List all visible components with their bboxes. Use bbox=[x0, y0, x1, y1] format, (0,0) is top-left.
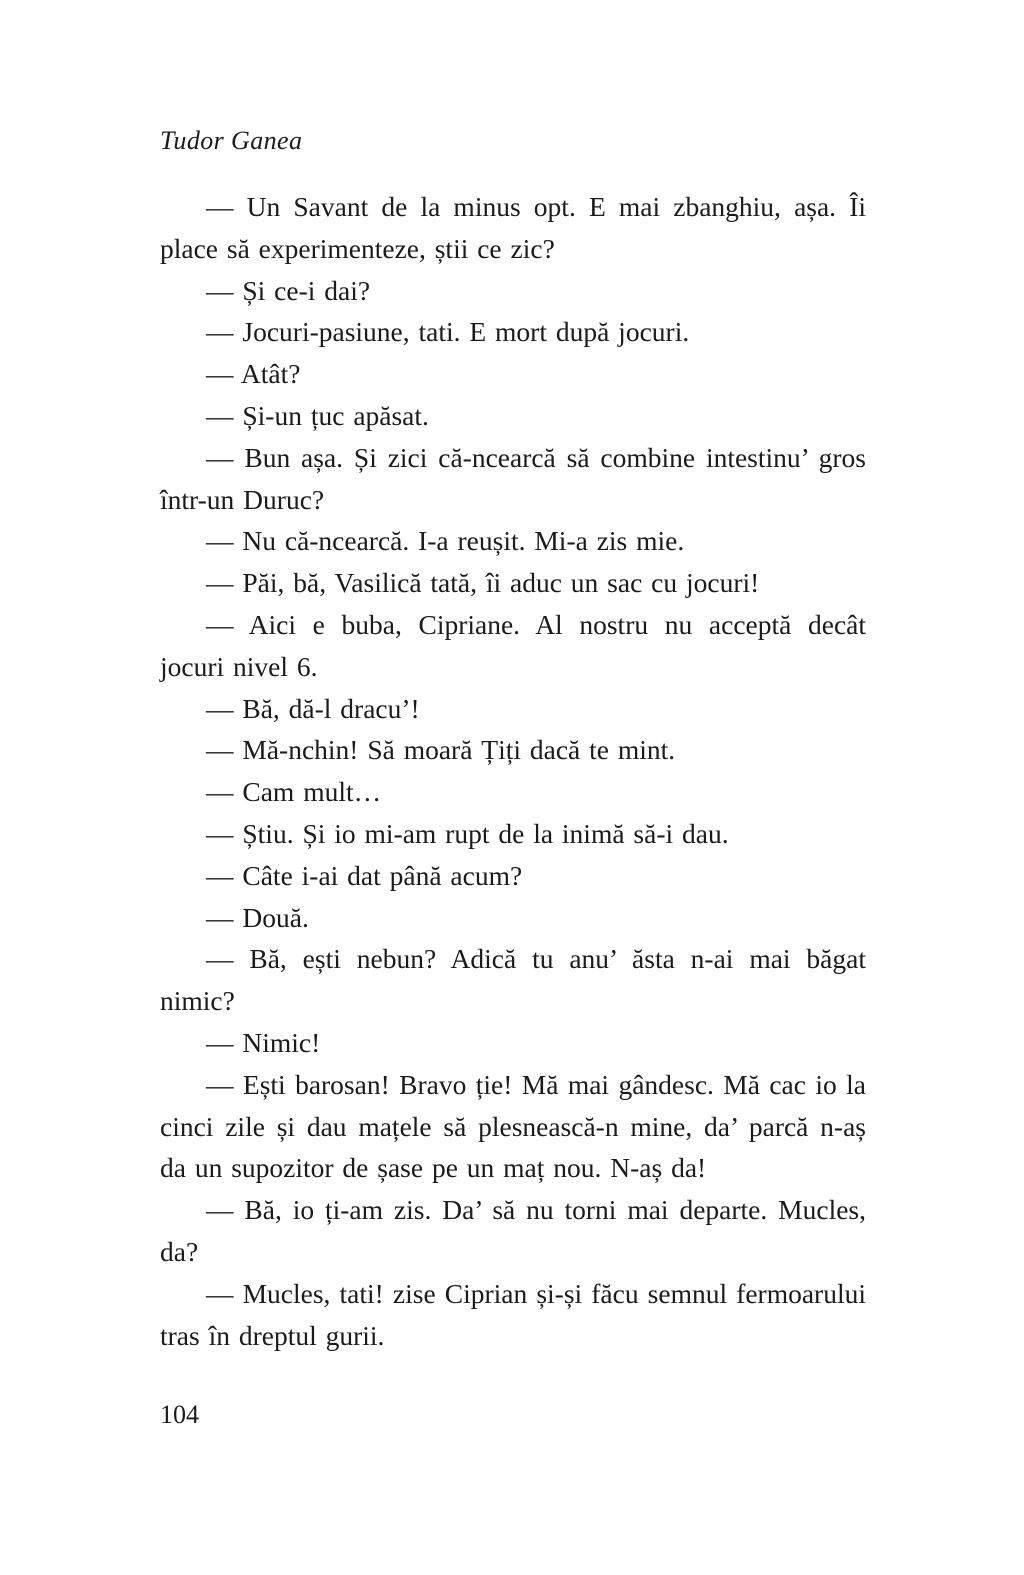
paragraph: — Și ce-i dai? bbox=[206, 274, 371, 306]
author-header: Tudor Ganea bbox=[160, 126, 303, 155]
body-text bbox=[160, 186, 866, 1356]
paragraph: — Nimic! bbox=[206, 1026, 321, 1058]
paragraph: — Bun așa. Și zici că-ncearcă să combine intestinu’ gros într-un Duruc? bbox=[160, 441, 866, 515]
paragraph: — Bă, io ți-am zis. Da’ să nu torni mai departe. Mucles, da? bbox=[160, 1194, 866, 1267]
paragraph: — Atât? bbox=[206, 358, 301, 390]
paragraph: — Mucles, tati! zise Ciprian și-și făcu semnul fermoarului tras în dreptul gurii. bbox=[160, 1277, 866, 1351]
paragraph: — Ești barosan! Bravo ție! Mă mai gândesc. Mă cac io la cinci zile și dau mațele să plesnească-n mine, da’ parcă n-aș da un supozitor de șase pe un maț nou. N-aș da! bbox=[160, 1068, 866, 1184]
paragraph: — Bă, dă-l dracu’! bbox=[206, 692, 420, 724]
paragraph: — Cam mult… bbox=[206, 776, 382, 808]
paragraph: — Știu. Și io mi-am rupt de la inimă să-i dau. bbox=[206, 817, 729, 849]
paragraph: — Bă, ești nebun? Adică tu anu’ ăsta n-ai mai băgat nimic? bbox=[160, 943, 866, 1017]
paragraph: — Păi, bă, Vasilică tată, îi aduc un sac cu jocuri! bbox=[206, 567, 760, 599]
paragraph: — Nu că-ncearcă. I-a reușit. Mi-a zis mie. bbox=[206, 525, 685, 557]
paragraph: — Câte i-ai dat până acum? bbox=[206, 859, 523, 891]
paragraph: — Și-un țuc apăsat. bbox=[206, 399, 429, 431]
page-number: 104 bbox=[160, 1400, 199, 1429]
paragraph: — Un Savant de la minus opt. E mai zbanghiu, așa. Îi place să experimenteze, știi ce zic? bbox=[160, 191, 866, 264]
paragraph: — Mă-nchin! Să moară Țiți dacă te mint. bbox=[206, 734, 676, 766]
paragraph: — Jocuri-pasiune, tati. E mort după jocuri. bbox=[206, 316, 690, 348]
paragraph: — Aici e buba, Cipriane. Al nostru nu acceptă decât jocuri nivel 6. bbox=[160, 608, 866, 682]
paragraph: — Două. bbox=[206, 901, 309, 933]
